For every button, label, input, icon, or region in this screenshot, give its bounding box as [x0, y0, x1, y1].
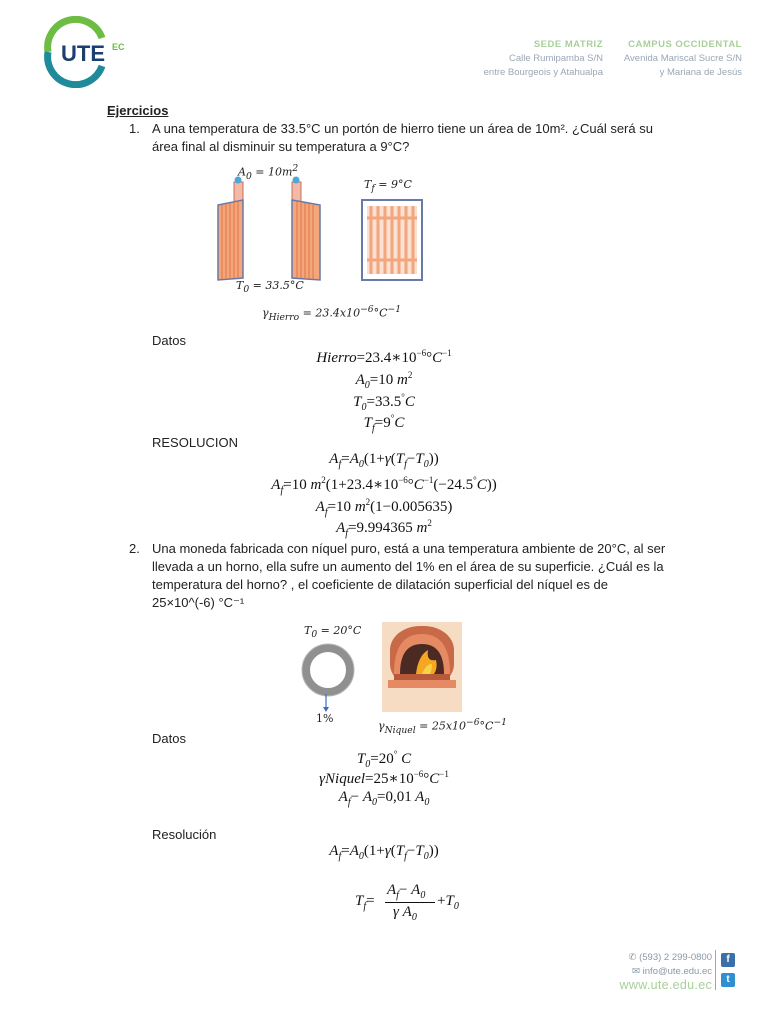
equation: $A_0=10$ $m^2$ — [355, 370, 413, 391]
exercise-number: 1. — [129, 121, 140, 136]
exercise-statement: Una moneda fabricada con níquel puro, está a una temperatura ambiente de 20°C, al ser llevada a un horno, ella sufre un aumento del 1% en el área de su superficie. ¿Cuál es la temperatura del horno? , el coeficiente de dilatación superficial del níquel es de 25×10^(-6) °C⁻¹ — [152, 541, 666, 610]
address-campus-occidental — [612, 38, 742, 80]
label-temp-final: $T_f = 9^\circ C$ — [364, 178, 412, 195]
resolucion-label: Resolución — [152, 827, 217, 842]
equation-fraction: $T_f=$ $A_f- A_0$ γ $A_0$ $+T_0$ — [355, 882, 459, 923]
datos-label: Datos — [152, 731, 186, 746]
equation: $A_f=A_0(1+\gamma(T_f-T_0))$ — [329, 843, 439, 862]
twitter-icon[interactable]: t — [721, 973, 735, 987]
logo-sup: EC — [112, 42, 125, 52]
address-line: Calle Rumipamba S/N — [509, 53, 603, 64]
footer-divider — [715, 950, 716, 990]
equation: $Hierro=23.4∗10^{-6}^\circ C^{-1}$ — [316, 348, 452, 366]
mail-icon: ✉ — [632, 966, 643, 977]
resolucion-label: RESOLUCION — [152, 435, 238, 450]
facebook-icon[interactable]: f — [721, 953, 735, 967]
equation: $\gamma Niquel=25∗10^{-6}^\circ C^{-1}$ — [319, 769, 449, 787]
label-percent: 1% — [316, 712, 334, 725]
label-coin-temp: $T_0 = 20^\circ C$ — [304, 624, 362, 641]
exercise-statement: A una temperatura de 33.5°C un portón de hierro tiene un área de 10m². ¿Cuál será su área final al disminuir su temperatura a 9°C? — [152, 121, 653, 154]
label-temp-initial: $T_0 = 33.5^\circ C$ — [236, 279, 304, 296]
label-gamma-nickel: $\gamma_{Niquel} = 25x10^{-6}^\circ C^{-1}$ — [378, 717, 507, 736]
equation: $T_0=33.5^\circ C$ — [353, 392, 415, 413]
footer-phone: ✆ (593) 2 299-0800 — [628, 952, 712, 963]
ute-logo — [40, 16, 140, 88]
logo-text: UTE — [61, 41, 105, 66]
equation: $A_f=9.994365$ $m^2$ — [336, 518, 432, 539]
equation: $A_f=10$ $m^2(1+23.4∗10^{-6}^\circ C^{-1}(-24.5^\circ C))$ — [271, 475, 497, 496]
equation: $A_f- A_0=0,01$ $A_0$ — [338, 789, 430, 808]
label-area-initial: $A_0 = 10m^2$ — [238, 163, 299, 182]
equation: $A_f=10$ $m^2(1-0.005635)$ — [315, 497, 453, 518]
address-heading: SEDE MATRIZ — [533, 39, 603, 50]
footer-website[interactable]: www.ute.edu.ec — [619, 978, 712, 992]
footer-email: ✉ info@ute.edu.ec — [632, 966, 712, 977]
section-title: Ejercicios — [107, 103, 169, 118]
datos-label: Datos — [152, 333, 186, 348]
address-sede-matriz — [460, 38, 603, 80]
address-line: entre Bourgeois y Atahualpa — [483, 67, 603, 78]
exercise-number: 2. — [129, 541, 140, 556]
address-heading: CAMPUS OCCIDENTAL — [628, 39, 742, 50]
label-gamma-iron: $\gamma_{Hierro} = 23.4x10^{-6}^\circ C^{-1}$ — [262, 304, 402, 323]
equation: $A_f=A_0(1+\gamma(T_f-T_0))$ — [329, 451, 439, 470]
address-line: Avenida Mariscal Sucre S/N — [623, 53, 742, 64]
phone-icon: ✆ — [628, 952, 640, 963]
address-line: y Mariana de Jesús — [659, 67, 742, 78]
equation: $T_0=20^\circ$ C — [356, 749, 412, 770]
equation: $T_f=9^\circ C$ — [363, 413, 405, 434]
